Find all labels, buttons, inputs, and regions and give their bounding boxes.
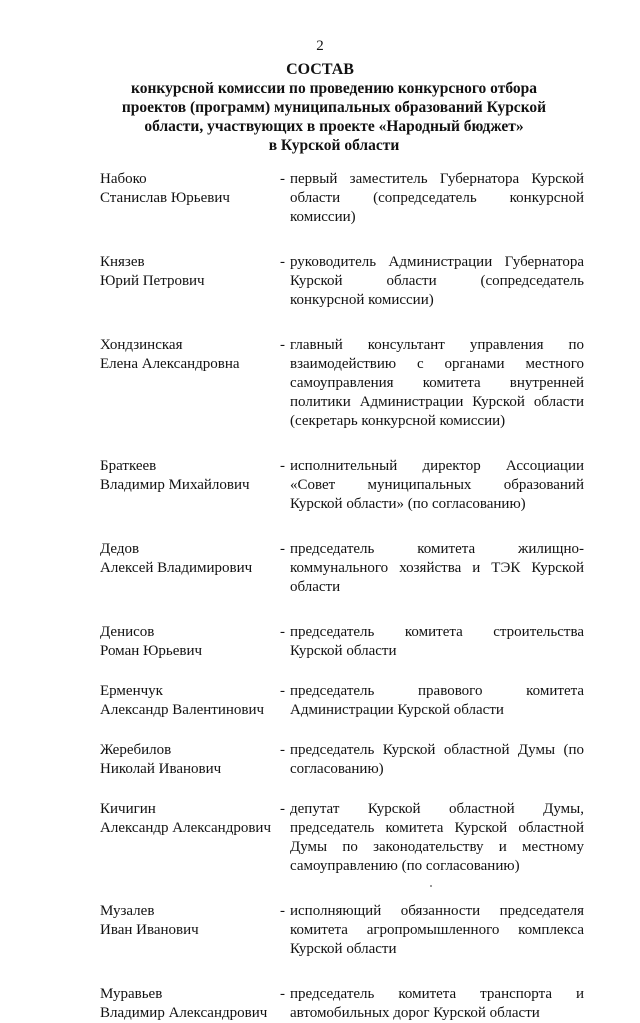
member-role [290,336,584,431]
member-dash: - [280,541,285,557]
member-role [290,623,584,661]
member-dash: - [280,903,285,919]
member-role-line: Курской области (сопредседатель [290,273,584,289]
member-role [290,985,584,1023]
member-surname: Хондзинская [100,337,183,353]
subtitle-line: в Курской области [268,137,400,154]
member-given-names: Алексей Владимирович [100,560,253,576]
member-entry [100,741,584,779]
member-role-line: председатель комитета строительства [290,624,584,640]
member-role-line: депутат Курской областной Думы, [290,801,584,817]
member-given-names: Елена Александровна [100,356,240,372]
member-surname: Набоко [100,171,147,187]
member-name [100,457,280,495]
member-given-names: Владимир Михайлович [100,477,250,493]
member-entry [100,170,584,227]
member-role-line: области [290,579,341,595]
member-role-line: Думы по законодательству и местному [290,839,584,855]
member-dash: - [280,171,285,187]
member-role-line: конкурсной комиссии) [290,292,434,308]
member-role [290,741,584,779]
member-surname: Ерменчук [100,683,163,699]
member-role-line: Курской области» (по согласованию) [290,496,526,512]
member-name [100,253,280,291]
member-dash: - [280,683,285,699]
commission-members-list [100,170,584,1023]
member-entry [100,682,584,720]
subtitle-line: конкурсной комиссии по проведению конкурсного отбора [131,80,537,97]
member-role-line: первый заместитель Губернатора Курской [290,171,584,187]
member-entry [100,902,584,959]
scan-artifact [430,885,432,887]
member-role [290,682,584,720]
member-entry [100,457,584,514]
member-name [100,336,280,374]
member-entry [100,336,584,431]
member-name [100,623,280,661]
member-entry [100,540,584,597]
page-number: 2 [316,38,324,54]
member-given-names: Александр Александрович [100,820,271,836]
member-role-line: комитета агропромышленного комплекса [290,922,584,938]
member-role-line: исполняющий обязанности председателя [290,903,584,919]
member-name [100,800,280,838]
member-name [100,682,280,720]
member-role-line: области (сопредседатель конкурсной [290,190,584,206]
member-role-line: комиссии) [290,209,356,225]
member-name [100,540,280,578]
member-role [290,457,584,514]
member-role-line: председатель комитета Курской областной [290,820,584,836]
member-surname: Денисов [100,624,155,640]
member-role [290,170,584,227]
member-role-line: председатель правового комитета [290,683,584,699]
member-name [100,741,280,779]
member-role-line: Администрации Курской области [290,702,504,718]
member-entry [100,253,584,310]
member-given-names: Роман Юрьевич [100,643,203,659]
member-role-line: взаимодействию с органами местного [290,356,584,372]
member-surname: Музалев [100,903,155,919]
member-role-line: (секретарь конкурсной комиссии) [290,413,506,429]
member-role-line: самоуправлению (по согласованию) [290,858,520,874]
member-given-names: Станислав Юрьевич [100,190,230,206]
member-dash: - [280,458,285,474]
member-name [100,902,280,940]
member-dash: - [280,986,285,1002]
member-role-line: руководитель Администрации Губернатора [290,254,584,270]
member-given-names: Иван Иванович [100,922,199,938]
member-role [290,253,584,310]
member-role-line: Курской области [290,643,397,659]
subtitle-line: области, участвующих в проекте «Народный бюджет» [144,118,524,135]
member-dash: - [280,742,285,758]
member-surname: Муравьев [100,986,163,1002]
member-role-line: председатель комитета жилищно- [290,541,584,557]
member-role-line: коммунального хозяйства и ТЭК Курской [290,560,584,576]
member-name [100,985,280,1023]
member-given-names: Юрий Петрович [100,273,205,289]
member-role-line: политики Администрации Курской области [290,394,584,410]
member-entry [100,985,584,1023]
member-role-line: главный консультант управления по [290,337,584,353]
member-given-names: Александр Валентинович [100,702,265,718]
member-role-line: председатель Курской областной Думы (по [290,742,584,758]
member-entry [100,800,584,876]
member-surname: Дедов [100,541,140,557]
member-role [290,902,584,959]
member-role-line: исполнительный директор Ассоциации [290,458,584,474]
member-dash: - [280,801,285,817]
member-entry [100,623,584,661]
member-given-names: Владимир Александрович [100,1005,268,1021]
member-role [290,800,584,876]
member-role-line: самоуправления комитета внутренней [290,375,584,391]
member-role-line: автомобильных дорог Курской области [290,1005,540,1021]
member-surname: Князев [100,254,145,270]
document-subtitle [90,79,578,155]
member-name [100,170,280,208]
member-role-line: председатель комитета транспорта и [290,986,584,1002]
member-surname: Жеребилов [100,742,172,758]
member-dash: - [280,254,285,270]
member-surname: Браткеев [100,458,157,474]
document-title: СОСТАВ [286,61,354,78]
member-role [290,540,584,597]
member-dash: - [280,624,285,640]
member-role-line: согласованию) [290,761,384,777]
member-given-names: Николай Иванович [100,761,222,777]
member-surname: Кичигин [100,801,156,817]
member-role-line: Курской области [290,941,397,957]
member-role-line: «Совет муниципальных образований [290,477,584,493]
subtitle-line: проектов (программ) муниципальных образований Курской [121,99,547,116]
member-dash: - [280,337,285,353]
